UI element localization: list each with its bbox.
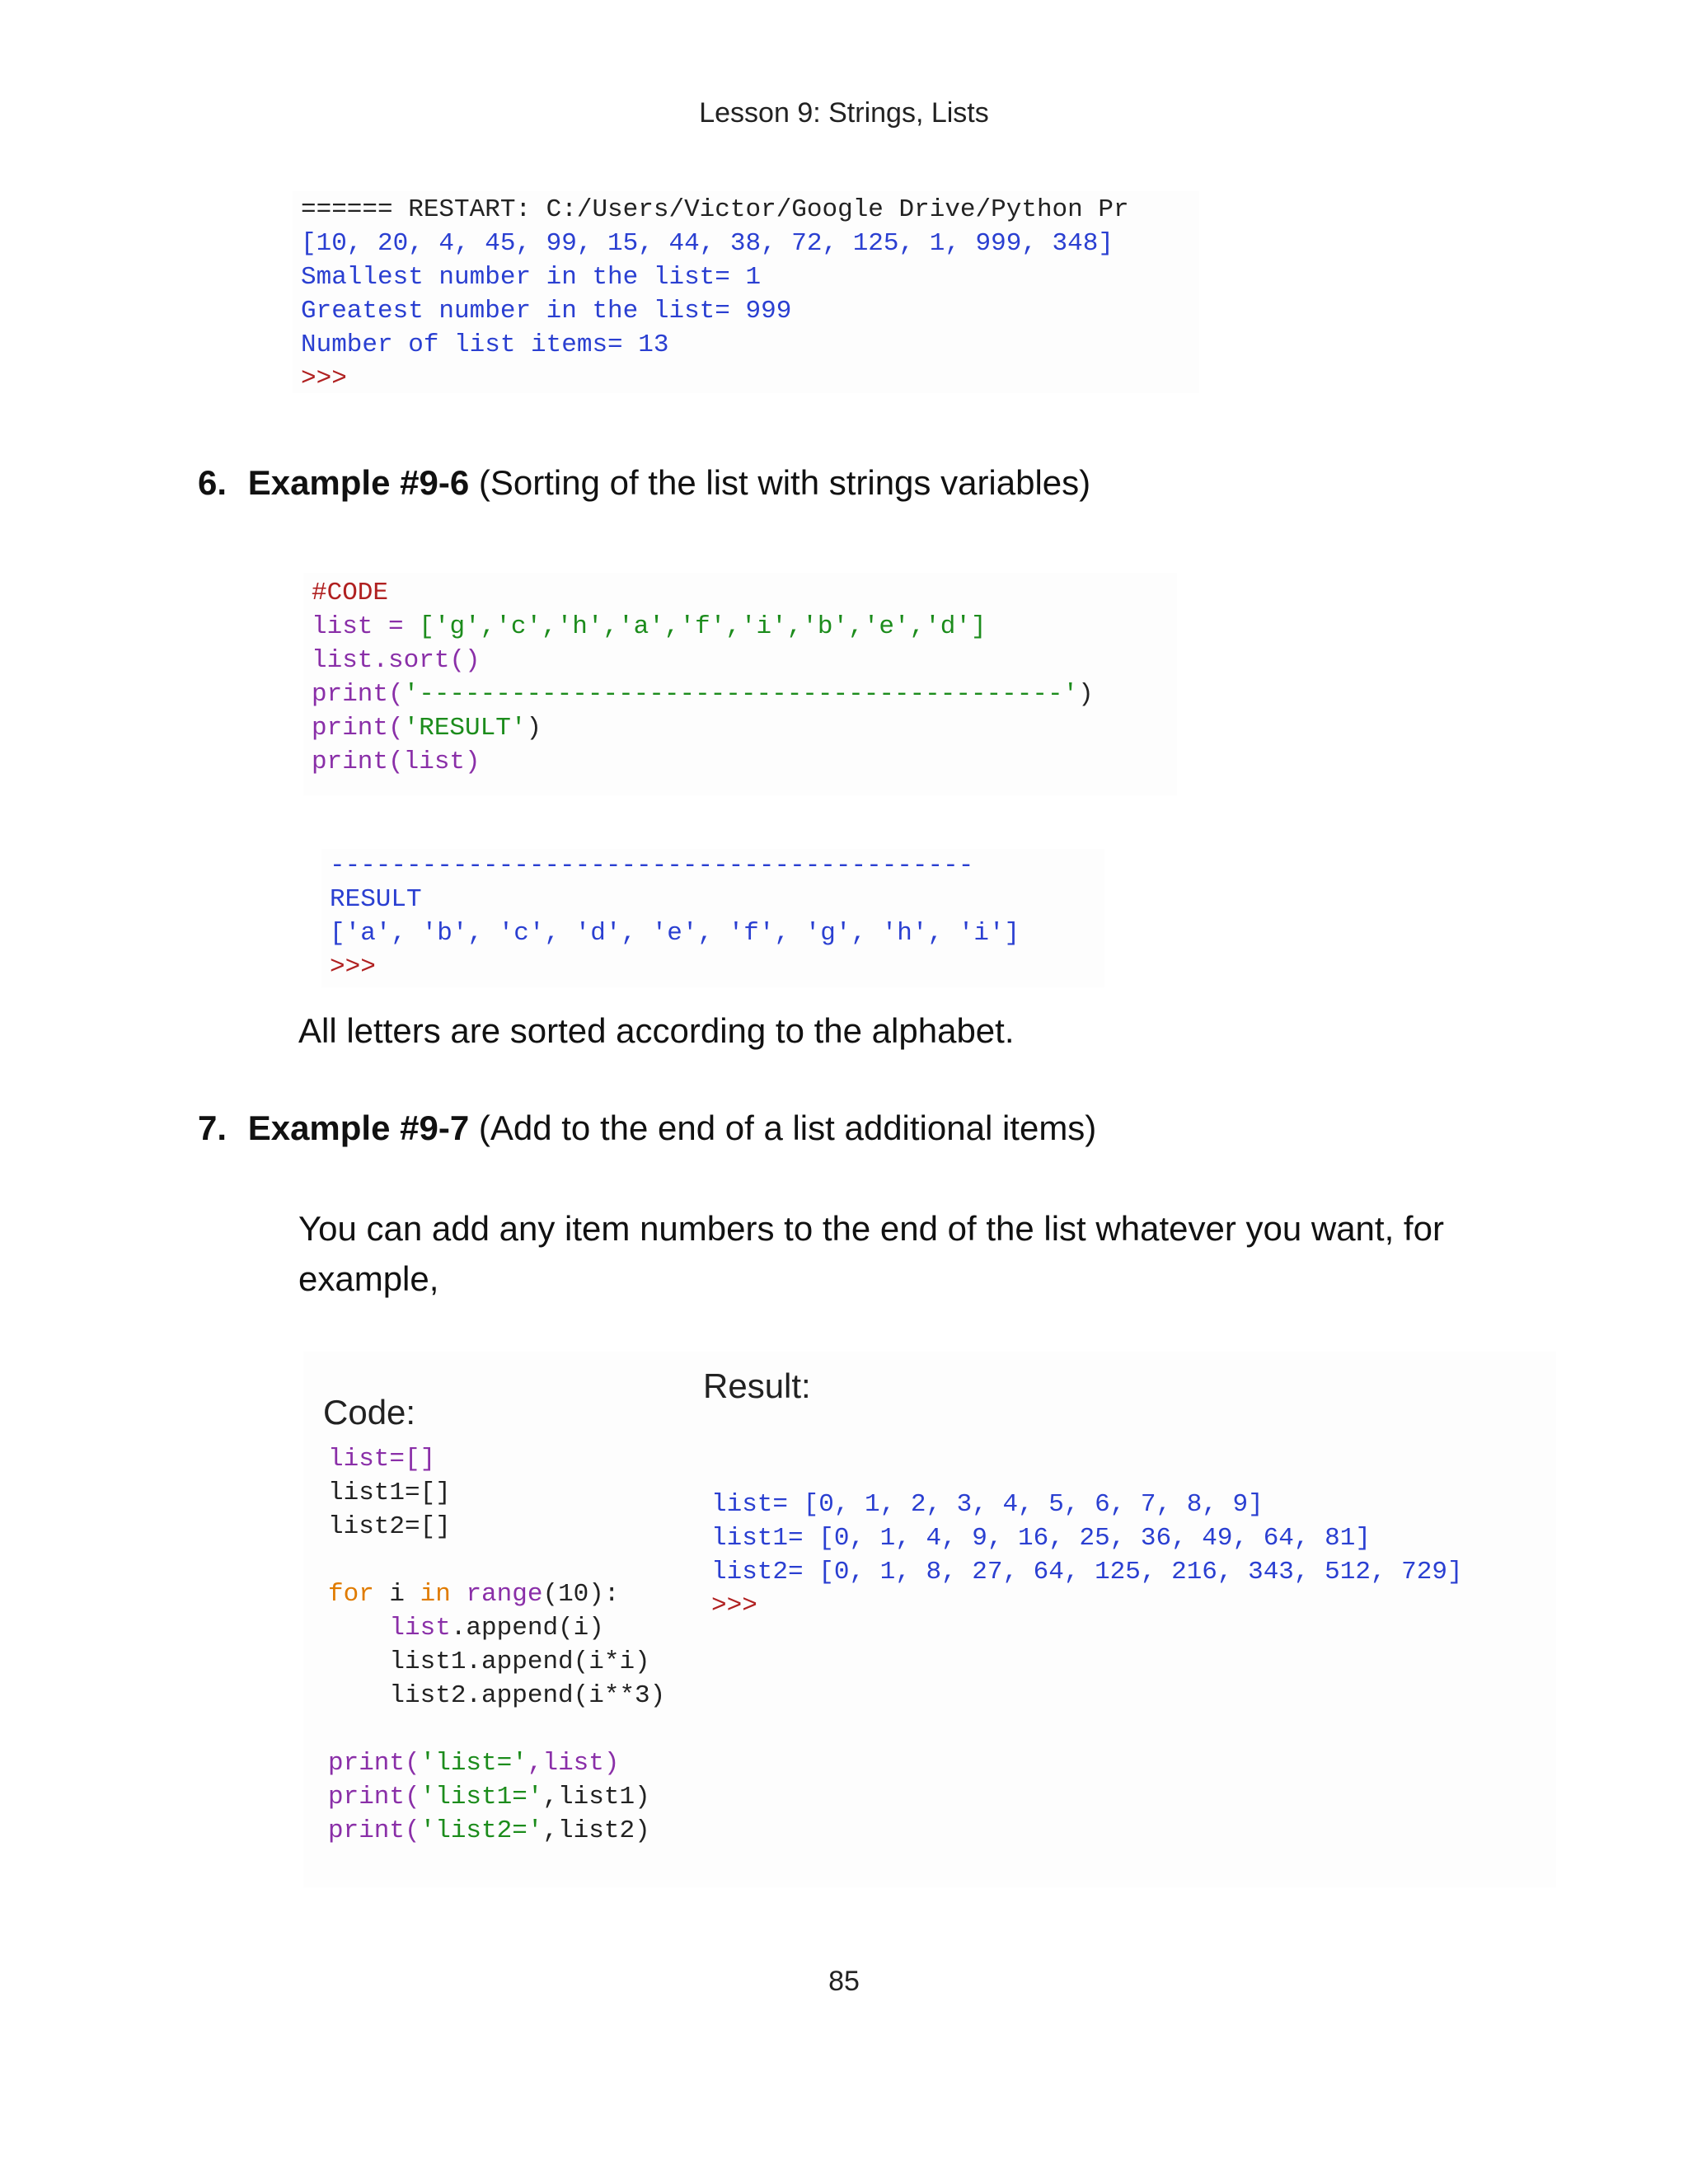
blank-line xyxy=(328,1713,665,1746)
code-token: ,list) xyxy=(527,1749,620,1778)
page-header: Lesson 9: Strings, Lists xyxy=(699,97,989,129)
code-line xyxy=(328,1746,665,1780)
shell-output-screenshot xyxy=(293,191,1199,393)
code-token: print( xyxy=(328,1749,420,1778)
code-token: list = xyxy=(312,612,420,641)
code-token: ,list1) xyxy=(542,1783,650,1811)
example-6-note: All letters are sorted according to the alphabet. xyxy=(298,1011,1015,1050)
output-line: Greatest number in the list= 999 xyxy=(301,297,792,326)
code-token: 'list2=' xyxy=(420,1816,543,1845)
code-token: '------------------------------------------' xyxy=(403,680,1079,709)
code-token: range xyxy=(450,1580,543,1609)
list-number: 7. xyxy=(198,1108,227,1147)
output-line: Smallest number in the list= 1 xyxy=(301,263,762,292)
example-6-heading xyxy=(198,463,1090,503)
output-line: [10, 20, 4, 45, 99, 15, 44, 38, 72, 125, 1, 999, 348] xyxy=(301,229,1114,258)
code-token: in xyxy=(420,1580,451,1609)
code-and-result-screenshot xyxy=(303,1352,1556,1887)
code-comment: #CODE xyxy=(312,579,389,607)
code-token: ) xyxy=(526,714,542,743)
result-line: list2= [0, 1, 8, 27, 64, 125, 216, 343, 512, 729] xyxy=(711,1558,1463,1586)
code-line: list1=[] xyxy=(328,1479,451,1507)
code-token: print( xyxy=(328,1783,420,1811)
code-line: list2.append(i**3) xyxy=(328,1681,666,1710)
shell-prompt: >>> xyxy=(301,364,347,393)
code-line: print(list) xyxy=(312,748,481,776)
code-line xyxy=(328,1577,665,1611)
output-sorted-list: ['a', 'b', 'c', 'd', 'e', 'f', 'g', 'h', 'i'] xyxy=(330,919,1020,948)
code-token: i xyxy=(373,1580,420,1609)
page-number: 85 xyxy=(828,1966,860,1997)
blank-line xyxy=(328,1544,665,1577)
output-dashes: ------------------------------------------ xyxy=(330,851,974,880)
code-caption: Code: xyxy=(323,1393,416,1432)
code-token: print( xyxy=(312,680,404,709)
result-line: list= [0, 1, 2, 3, 4, 5, 6, 7, 8, 9] xyxy=(711,1490,1264,1519)
result-line: list1= [0, 1, 4, 9, 16, 25, 36, 49, 64, 81] xyxy=(711,1524,1371,1553)
code-line xyxy=(328,1780,665,1814)
example-title: Example #9-7 xyxy=(247,1108,470,1147)
code-line: list2=[] xyxy=(328,1512,451,1541)
code-line xyxy=(328,1814,665,1848)
code-token: .append(i) xyxy=(450,1614,604,1643)
code-line: list=[] xyxy=(328,1445,436,1474)
code-token: list xyxy=(328,1614,451,1643)
code-token: 'list=' xyxy=(420,1749,528,1778)
code-token: (10): xyxy=(542,1580,620,1609)
code-screenshot xyxy=(303,573,1177,795)
code-line xyxy=(303,711,1177,745)
code-line: list.sort() xyxy=(312,646,481,675)
example-description: (Add to the end of a list additional items) xyxy=(478,1108,1097,1147)
example-title: Example #9-6 xyxy=(247,463,470,502)
result-caption: Result: xyxy=(703,1366,811,1405)
example-7-heading xyxy=(198,1108,1096,1148)
code-token: 'RESULT' xyxy=(403,714,527,743)
code-token: print( xyxy=(312,714,404,743)
output-result-label: RESULT xyxy=(330,885,422,914)
code-token: ,list2) xyxy=(542,1816,650,1845)
code-token: ) xyxy=(1078,680,1094,709)
shell-prompt: >>> xyxy=(711,1591,757,1620)
list-number: 6. xyxy=(198,463,227,502)
output-line: Number of list items= 13 xyxy=(301,330,669,359)
result-block xyxy=(711,1488,1463,1623)
code-token: for xyxy=(328,1580,374,1609)
code-line xyxy=(328,1611,665,1645)
code-token: ['g','c','h','a','f','i','b','e','d'] xyxy=(419,612,987,641)
code-line: list1.append(i*i) xyxy=(328,1647,650,1676)
code-block xyxy=(328,1442,665,1848)
example-7-paragraph: You can add any item numbers to the end of the list whatever you want, for example, xyxy=(298,1209,1444,1298)
restart-line: ====== RESTART: C:/Users/Victor/Google Drive/Python Pr xyxy=(301,195,1129,224)
code-line xyxy=(303,677,1177,711)
output-screenshot xyxy=(321,849,1104,987)
shell-prompt: >>> xyxy=(330,953,376,982)
code-token: 'list1=' xyxy=(420,1783,543,1811)
code-line xyxy=(303,610,1177,644)
example-description: (Sorting of the list with strings variables) xyxy=(478,463,1091,502)
code-token: print( xyxy=(328,1816,420,1845)
